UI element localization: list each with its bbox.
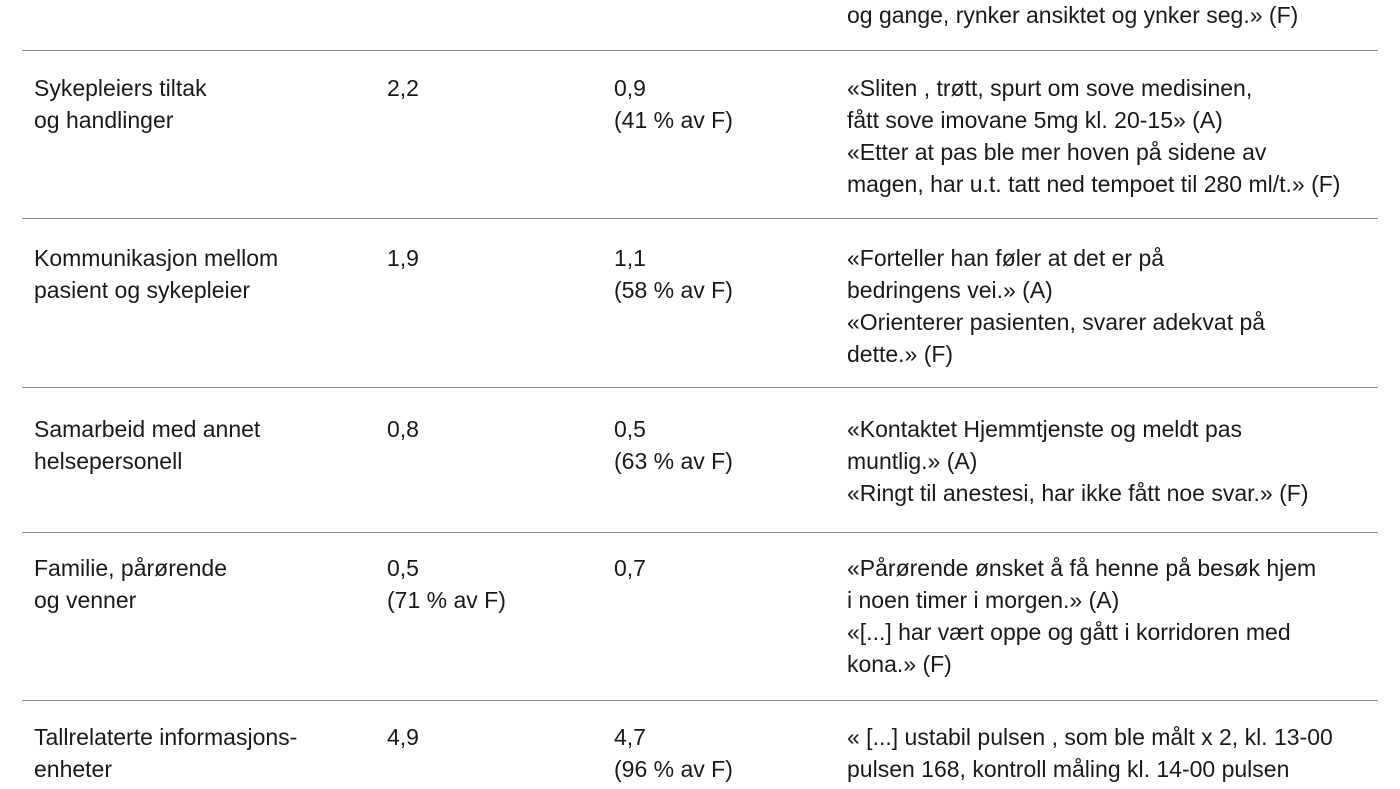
example-line: «Ringt til anestesi, har ikke fått noe svar.» (F) xyxy=(847,480,1309,506)
category-line: Familie, pårørende xyxy=(34,555,228,581)
category-cell xyxy=(34,72,207,136)
example-cell xyxy=(847,552,1316,680)
category-line: enheter xyxy=(34,756,113,782)
value-line: 0,5 xyxy=(387,555,419,581)
example-line: «Orienterer pasienten, svarer adekvat på xyxy=(847,309,1266,335)
value-cell-a xyxy=(387,72,419,104)
example-cell xyxy=(847,413,1308,509)
value-line: 1,1 xyxy=(614,245,646,271)
category-cell xyxy=(34,721,297,785)
example-line: kona.» (F) xyxy=(847,651,952,677)
percentage-line: (58 % av F) xyxy=(614,277,733,303)
value-cell-f xyxy=(614,242,733,306)
percentage-line: (71 % av F) xyxy=(387,587,506,613)
example-line: i noen timer i morgen.» (A) xyxy=(847,587,1120,613)
percentage-line: (41 % av F) xyxy=(614,107,733,133)
example-line: «Kontaktet Hjemmtjenste og meldt pas xyxy=(847,416,1243,442)
table-row xyxy=(22,219,1378,388)
value-cell-f xyxy=(614,413,733,477)
percentage-line: (63 % av F) xyxy=(614,448,733,474)
value-cell-a xyxy=(387,242,419,274)
example-line: bedringens vei.» (A) xyxy=(847,277,1053,303)
value-line: 0,7 xyxy=(614,555,646,581)
example-line: «[...] har vært oppe og gått i korridoren med xyxy=(847,619,1291,645)
value-cell-f xyxy=(614,721,733,785)
value-cell-a xyxy=(387,552,506,616)
value-cell-a xyxy=(387,413,419,445)
table-row xyxy=(22,533,1378,701)
category-line: Sykepleiers tiltak xyxy=(34,75,207,101)
example-line: magen, har u.t. tatt ned tempoet til 280 ml/t.» (F) xyxy=(847,171,1341,197)
category-line: Samarbeid med annet xyxy=(34,416,261,442)
value-line: 0,8 xyxy=(387,416,419,442)
category-line: pasient og sykepleier xyxy=(34,277,251,303)
table-row xyxy=(22,51,1378,219)
value-cell-f xyxy=(614,72,733,136)
category-line: Kommunikasjon mellom xyxy=(34,245,279,271)
value-line: 2,2 xyxy=(387,75,419,101)
value-line: 0,5 xyxy=(614,416,646,442)
category-cell xyxy=(34,413,260,477)
example-cell xyxy=(847,721,1333,785)
example-line: «Forteller han føler at det er på xyxy=(847,245,1165,271)
example-cell xyxy=(847,0,1298,31)
example-line: «Etter at pas ble mer hoven på sidene av xyxy=(847,139,1267,165)
category-line: Tallrelaterte informasjons- xyxy=(34,724,298,750)
table-row xyxy=(22,701,1378,789)
value-cell-a xyxy=(387,721,419,753)
example-cell xyxy=(847,72,1340,200)
data-table xyxy=(22,0,1378,789)
category-line: helsepersonell xyxy=(34,448,183,474)
category-cell xyxy=(34,242,278,306)
example-line: «Pårørende ønsket å få henne på besøk hjem xyxy=(847,555,1317,581)
example-line: fått sove imovane 5mg kl. 20-15» (A) xyxy=(847,107,1223,133)
example-line: og gange, rynker ansiktet og ynker seg.» (F) xyxy=(847,2,1299,28)
example-line: dette.» (F) xyxy=(847,341,954,367)
value-line: 0,9 xyxy=(614,75,646,101)
example-line: muntlig.» (A) xyxy=(847,448,978,474)
value-line: 4,7 xyxy=(614,724,646,750)
example-line: «Sliten , trøtt, spurt om sove medisinen, xyxy=(847,75,1253,101)
table-row xyxy=(22,0,1378,51)
category-line: og handlinger xyxy=(34,107,174,133)
example-cell xyxy=(847,242,1265,370)
percentage-line: (96 % av F) xyxy=(614,756,733,782)
value-line: 4,9 xyxy=(387,724,419,750)
category-cell xyxy=(34,552,227,616)
example-line: « [...] ustabil pulsen , som ble målt x 2, kl. 13-00 xyxy=(847,724,1333,750)
category-line: og venner xyxy=(34,587,137,613)
example-line: pulsen 168, kontroll måling kl. 14-00 pulsen xyxy=(847,756,1290,782)
table-row xyxy=(22,388,1378,533)
value-line: 1,9 xyxy=(387,245,419,271)
value-cell-f xyxy=(614,552,646,584)
